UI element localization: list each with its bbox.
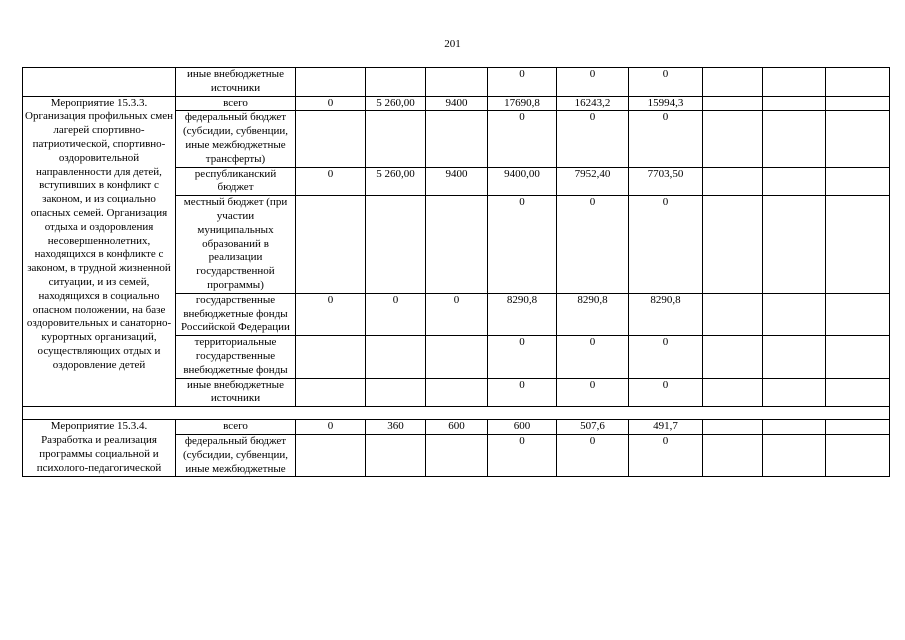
table-row xyxy=(23,96,890,111)
value-cell xyxy=(763,96,826,111)
table-gap-row xyxy=(23,407,890,420)
value-cell xyxy=(296,196,366,294)
value-cell xyxy=(763,196,826,294)
funding-source-cell: республиканский бюджет xyxy=(176,167,296,196)
value-cell xyxy=(763,167,826,196)
value-cell: 507,6 xyxy=(557,420,629,435)
value-cell xyxy=(703,111,763,167)
value-cell: 7952,40 xyxy=(557,167,629,196)
value-cell: 0 xyxy=(629,111,703,167)
value-cell xyxy=(826,336,890,378)
value-cell xyxy=(426,434,488,476)
value-cell xyxy=(826,293,890,335)
value-cell xyxy=(826,111,890,167)
value-cell xyxy=(763,111,826,167)
value-cell: 8290,8 xyxy=(557,293,629,335)
value-cell: 0 xyxy=(296,293,366,335)
value-cell xyxy=(426,68,488,97)
value-cell: 17690,8 xyxy=(488,96,557,111)
value-cell xyxy=(426,336,488,378)
value-cell: 16243,2 xyxy=(557,96,629,111)
gap-cell xyxy=(23,407,890,420)
funding-source-cell: государственные внебюджетные фонды Российской Федерации xyxy=(176,293,296,335)
value-cell: 0 xyxy=(366,293,426,335)
value-cell xyxy=(296,378,366,407)
value-cell xyxy=(703,68,763,97)
value-cell: 5 260,00 xyxy=(366,96,426,111)
value-cell xyxy=(366,68,426,97)
value-cell xyxy=(366,336,426,378)
funding-source-cell: федеральный бюджет (субсидии, субвенции, иные межбюджетные трансферты) xyxy=(176,111,296,167)
value-cell: 0 xyxy=(557,378,629,407)
value-cell: 9400,00 xyxy=(488,167,557,196)
funding-source-cell: всего xyxy=(176,96,296,111)
value-cell: 0 xyxy=(629,336,703,378)
value-cell xyxy=(703,420,763,435)
value-cell xyxy=(426,378,488,407)
value-cell xyxy=(366,434,426,476)
value-cell xyxy=(826,420,890,435)
value-cell: 0 xyxy=(629,378,703,407)
value-cell: 0 xyxy=(629,196,703,294)
value-cell xyxy=(296,68,366,97)
value-cell: 0 xyxy=(296,167,366,196)
value-cell: 0 xyxy=(488,434,557,476)
value-cell: 0 xyxy=(296,96,366,111)
value-cell: 0 xyxy=(488,196,557,294)
funding-source-cell: иные внебюджетные источники xyxy=(176,68,296,97)
value-cell: 5 260,00 xyxy=(366,167,426,196)
value-cell xyxy=(703,96,763,111)
measure-cell: Мероприятие 15.3.3. Организация профильных смен лагерей спортивно-патриотической, спортивно-оздоровительной направленности для детей, вступивших в конфликт с законом, и из социально опасных семей. Организация отдыха и оздоровления несовершеннолетних, находящихся в конфликте с законом, в трудной жизненной ситуации, и из семей, находящихся в социально опасном положении, на базе оздоровительных и санаторно-курортных организаций, осуществляющих отдых и оздоровление детей xyxy=(23,96,176,407)
value-cell xyxy=(296,111,366,167)
value-cell xyxy=(366,111,426,167)
value-cell: 0 xyxy=(488,111,557,167)
value-cell xyxy=(763,420,826,435)
value-cell xyxy=(763,336,826,378)
value-cell: 0 xyxy=(426,293,488,335)
value-cell xyxy=(826,68,890,97)
funding-source-cell: всего xyxy=(176,420,296,435)
value-cell xyxy=(296,336,366,378)
value-cell xyxy=(703,167,763,196)
value-cell xyxy=(426,111,488,167)
value-cell: 0 xyxy=(629,68,703,97)
value-cell: 15994,3 xyxy=(629,96,703,111)
value-cell xyxy=(826,434,890,476)
value-cell: 600 xyxy=(426,420,488,435)
value-cell xyxy=(763,68,826,97)
value-cell xyxy=(703,378,763,407)
funding-source-cell: иные внебюджетные источники xyxy=(176,378,296,407)
value-cell: 0 xyxy=(557,68,629,97)
page-number: 201 xyxy=(444,38,461,50)
value-cell xyxy=(826,167,890,196)
value-cell: 0 xyxy=(488,68,557,97)
value-cell xyxy=(703,434,763,476)
value-cell xyxy=(763,378,826,407)
value-cell: 8290,8 xyxy=(629,293,703,335)
funding-source-cell: территориальные государственные внебюджетные фонды xyxy=(176,336,296,378)
value-cell: 9400 xyxy=(426,167,488,196)
value-cell xyxy=(703,336,763,378)
value-cell: 0 xyxy=(557,196,629,294)
value-cell: 360 xyxy=(366,420,426,435)
value-cell: 0 xyxy=(488,336,557,378)
value-cell: 0 xyxy=(629,434,703,476)
value-cell: 491,7 xyxy=(629,420,703,435)
value-cell xyxy=(763,434,826,476)
measure-cell xyxy=(23,68,176,97)
value-cell xyxy=(366,196,426,294)
value-cell xyxy=(826,196,890,294)
value-cell xyxy=(426,196,488,294)
value-cell: 0 xyxy=(488,378,557,407)
value-cell: 0 xyxy=(557,434,629,476)
funding-source-cell: федеральный бюджет (субсидии, субвенции, иные межбюджетные xyxy=(176,434,296,476)
value-cell: 7703,50 xyxy=(629,167,703,196)
value-cell: 0 xyxy=(557,111,629,167)
value-cell xyxy=(703,196,763,294)
table-row xyxy=(23,420,890,435)
value-cell xyxy=(826,96,890,111)
funding-table xyxy=(22,67,890,477)
value-cell xyxy=(763,293,826,335)
value-cell xyxy=(826,378,890,407)
measure-cell: Мероприятие 15.3.4. Разработка и реализация программы социальной и психолого-педагогической xyxy=(23,420,176,477)
table-row xyxy=(23,68,890,97)
value-cell xyxy=(703,293,763,335)
value-cell xyxy=(366,378,426,407)
value-cell: 0 xyxy=(296,420,366,435)
funding-source-cell: местный бюджет (при участии муниципальных образований в реализации государственной программы) xyxy=(176,196,296,294)
value-cell: 9400 xyxy=(426,96,488,111)
value-cell: 0 xyxy=(557,336,629,378)
value-cell: 600 xyxy=(488,420,557,435)
value-cell xyxy=(296,434,366,476)
value-cell: 8290,8 xyxy=(488,293,557,335)
